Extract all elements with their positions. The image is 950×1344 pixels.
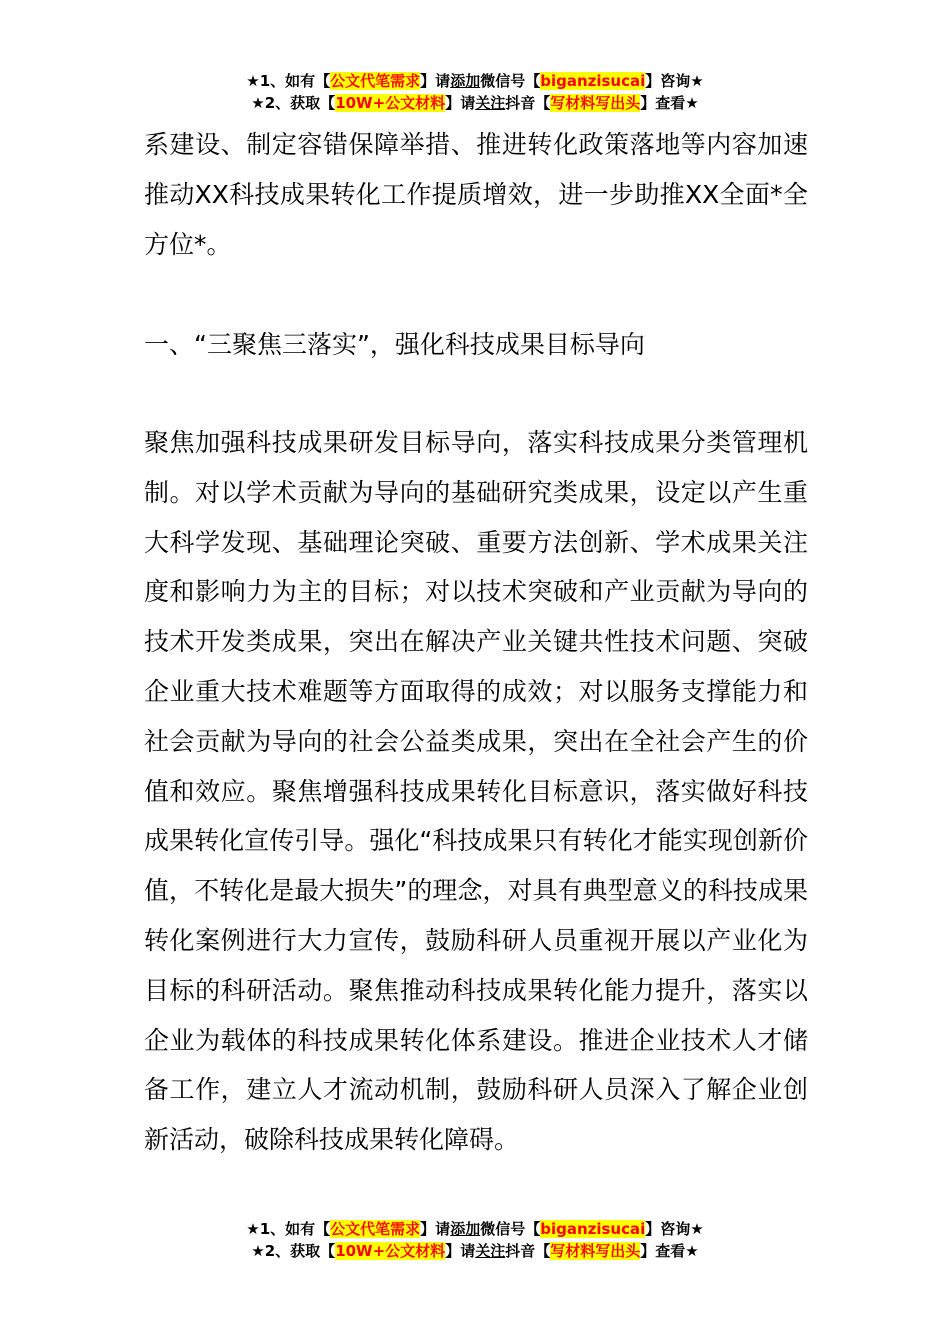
highlight-wechat-id: biganzisucai <box>540 72 646 90</box>
paragraph-text: 系建设、制定容错保障举措、推进转化政策落地等内容加速推动XX科技成果转化工作提质增效，进一步助推XX全面*全方位*。 <box>144 130 808 259</box>
banner-line-1: ★1、如有【公文代笔需求】请添加微信号【biganzisucai】咨询★ <box>246 1220 704 1238</box>
highlight-materials: 10W+公文材料 <box>335 1242 446 1260</box>
highlight-materials: 10W+公文材料 <box>335 94 446 112</box>
highlight-service: 公文代笔需求 <box>330 72 421 90</box>
heading-text: 一、“三聚焦三落实”，强化科技成果目标导向 <box>144 330 645 359</box>
section-heading <box>144 320 808 370</box>
highlight-wechat-id: biganzisucai <box>540 1220 646 1238</box>
highlight-douyin: 写材料写出头 <box>550 1242 641 1260</box>
banner-line-2: ★2、获取【10W+公文材料】请关注抖音【写材料写出头】查看★ <box>251 1242 699 1260</box>
banner-line-2: ★2、获取【10W+公文材料】请关注抖音【写材料写出头】查看★ <box>251 94 699 112</box>
paragraph-text: 聚焦加强科技成果研发目标导向，落实科技成果分类管理机制。对以学术贡献为导向的基础研究类成果，设定以产生重大科学发现、基础理论突破、重要方法创新、学术成果关注度和影响力为主的目标；对以技术突破和产业贡献为导向的技术开发类成果，突出在解决产业关键共性技术问题、突破企业重大技术难题等方面取得的成效；对以服务支撑能力和社会贡献为导向的社会公益类成果，突出在全社会产生的价值和效应。聚焦增强科技成果转化目标意识，落实做好科技成果转化宣传引导。强化“科技成果只有转化才能实现创新价值，不转化是最大损失”的理念，对具有典型意义的科技成果转化案例进行大力宣传，鼓励科研人员重视开展以产业化为目标的科研活动。聚焦推动科技成果转化能力提升，落实以企业为载体的科技成果转化体系建设。推进企业技术人才储备工作，建立人才流动机制，鼓励科研人员深入了解企业创新活动，破除科技成果转化障碍。 <box>144 428 808 1155</box>
highlight-douyin: 写材料写出头 <box>550 94 641 112</box>
top-banner <box>0 70 950 114</box>
banner-line-1: ★1、如有【公文代笔需求】请添加微信号【biganzisucai】咨询★ <box>246 72 704 90</box>
body-paragraph <box>144 418 808 1165</box>
bottom-banner <box>0 1218 950 1262</box>
highlight-service: 公文代笔需求 <box>330 1220 421 1238</box>
continued-paragraph <box>144 120 808 269</box>
